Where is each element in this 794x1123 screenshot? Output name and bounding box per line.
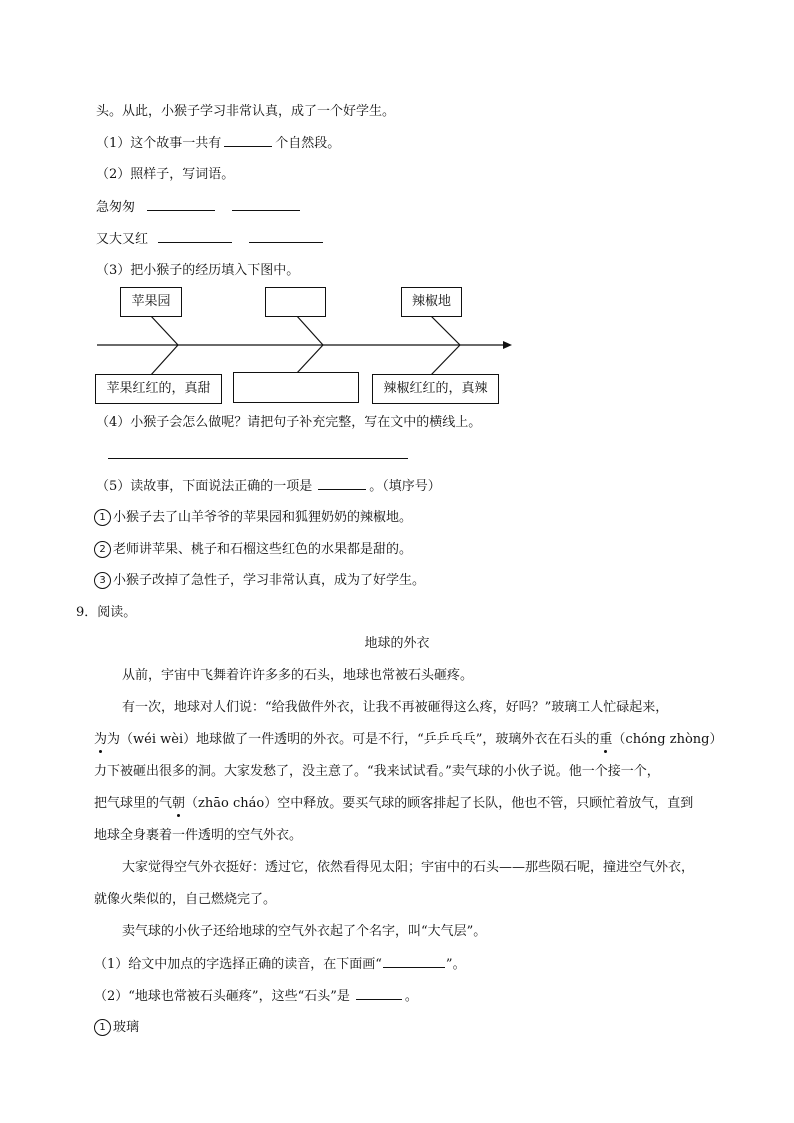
box-blank-bottom[interactable] bbox=[233, 372, 359, 403]
sample-word: 急匆匆 bbox=[96, 200, 136, 215]
option-text: 小猴子改掉了急性子，学习非常认真，成为了好学生。 bbox=[113, 573, 426, 588]
question-5-prefix: （5）读故事，下面说法正确的一项是 bbox=[96, 479, 313, 494]
box-apple-sweet: 苹果红红的，真甜 bbox=[95, 374, 222, 404]
passage-para-4: 卖气球的小伙子还给地球的空气外衣起了个名字，叫“大气层”。 bbox=[122, 924, 487, 939]
dotted-char: 朝 bbox=[172, 796, 186, 811]
option-1[interactable] bbox=[94, 509, 412, 527]
story-ending-line: 头。从此，小猴子学习非常认真，成了一个好学生。 bbox=[96, 104, 396, 119]
question-4: （4）小猴子会怎么做呢？请把句子补充完整，写在文中的横线上。 bbox=[96, 415, 482, 430]
option-text: 老师讲苹果、桃子和石榴这些红色的水果都是甜的。 bbox=[113, 542, 413, 557]
option-number: 1 bbox=[94, 1019, 111, 1036]
question-3: （3）把小猴子的经历填入下图中。 bbox=[96, 263, 300, 278]
sub-question-2-prefix: （2）“地球也常被石头砸疼”，这些“石头”是 bbox=[94, 989, 350, 1004]
passage-para-2-line-5: 地球全身裹着一件透明的空气外衣。 bbox=[94, 828, 303, 843]
option-text: 玻璃 bbox=[113, 1020, 140, 1035]
dotted-char: 为 bbox=[94, 732, 108, 747]
question-2: （2）照样子，写词语。 bbox=[96, 167, 235, 182]
option-3[interactable] bbox=[94, 572, 425, 590]
text-segment: 为（wéi wèi）地球做了一件透明的外衣。可是不行，“乒乒乓乓”，玻璃外衣在石头的 bbox=[107, 732, 600, 747]
sample-word: 又大又红 bbox=[96, 232, 149, 247]
dotted-char: 重 bbox=[599, 732, 613, 747]
sample-underline bbox=[383, 955, 445, 968]
question-1-prefix: （1）这个故事一共有 bbox=[96, 136, 222, 151]
sub-question-2-suffix: 。 bbox=[404, 989, 418, 1004]
text-segment: （zhāo cháo）空中释放。要买气球的顾客排起了长队，他也不管，只顾忙着放气，直到 bbox=[185, 796, 694, 811]
sub-question-1-suffix: ”。 bbox=[445, 957, 466, 972]
question-5-suffix: 。（填序号） bbox=[369, 479, 441, 494]
box-chili-hot: 辣椒红红的，真辣 bbox=[372, 374, 499, 404]
box-blank-top[interactable] bbox=[265, 287, 326, 317]
passage-para-2-line-3: 力下被砸出很多的洞。大家发愁了，没主意了。“我来试试看。”卖气球的小伙子说。他一个接一个， bbox=[94, 764, 660, 779]
option-2[interactable] bbox=[94, 541, 412, 559]
arrow-head-icon bbox=[503, 341, 512, 349]
passage-title: 地球的外衣 bbox=[364, 636, 430, 651]
fishbone-diagram bbox=[0, 0, 794, 420]
answer-blank[interactable] bbox=[318, 477, 366, 490]
box-apple-orchard: 苹果园 bbox=[120, 287, 182, 317]
question-5 bbox=[96, 477, 441, 496]
option-text: 小猴子去了山羊爷爷的苹果园和狐狸奶奶的辣椒地。 bbox=[113, 510, 413, 525]
passage-para-2-line-2 bbox=[94, 731, 722, 749]
option-number: 1 bbox=[94, 509, 111, 526]
answer-blank[interactable] bbox=[356, 987, 402, 1000]
text-segment: 把气球里的气 bbox=[94, 796, 173, 811]
passage-para-1: 从前，宇宙中飞舞着许许多多的石头，地球也常被石头砸疼。 bbox=[122, 668, 474, 683]
question-1-suffix: 个自然段。 bbox=[275, 136, 341, 151]
sub-question-2 bbox=[94, 987, 418, 1006]
question-9-heading: 9．阅读。 bbox=[76, 605, 137, 620]
text-segment: （chóng zhòng） bbox=[612, 732, 723, 747]
passage-para-2-line-4 bbox=[94, 795, 693, 813]
answer-line[interactable] bbox=[108, 458, 408, 459]
sub-option-1[interactable] bbox=[94, 1019, 139, 1037]
box-chili-field: 辣椒地 bbox=[401, 287, 462, 317]
sub-question-1-prefix: （1）给文中加点的字选择正确的读音，在下面画“ bbox=[94, 957, 382, 972]
option-number: 3 bbox=[94, 572, 111, 589]
passage-para-3-line-2: 就像火柴似的，自己燃烧完了。 bbox=[94, 892, 277, 907]
passage-para-2-line-1: 有一次，地球对人们说：“给我做件外衣，让我不再被砸得这么疼，好吗？”玻璃工人忙碌起来， bbox=[122, 700, 669, 715]
sub-question-1 bbox=[94, 955, 466, 974]
passage-para-3-line-1: 大家觉得空气外衣挺好：透过它，依然看得见太阳；宇宙中的石头——那些陨石呢，撞进空气外衣， bbox=[122, 860, 695, 875]
option-number: 2 bbox=[94, 541, 111, 558]
